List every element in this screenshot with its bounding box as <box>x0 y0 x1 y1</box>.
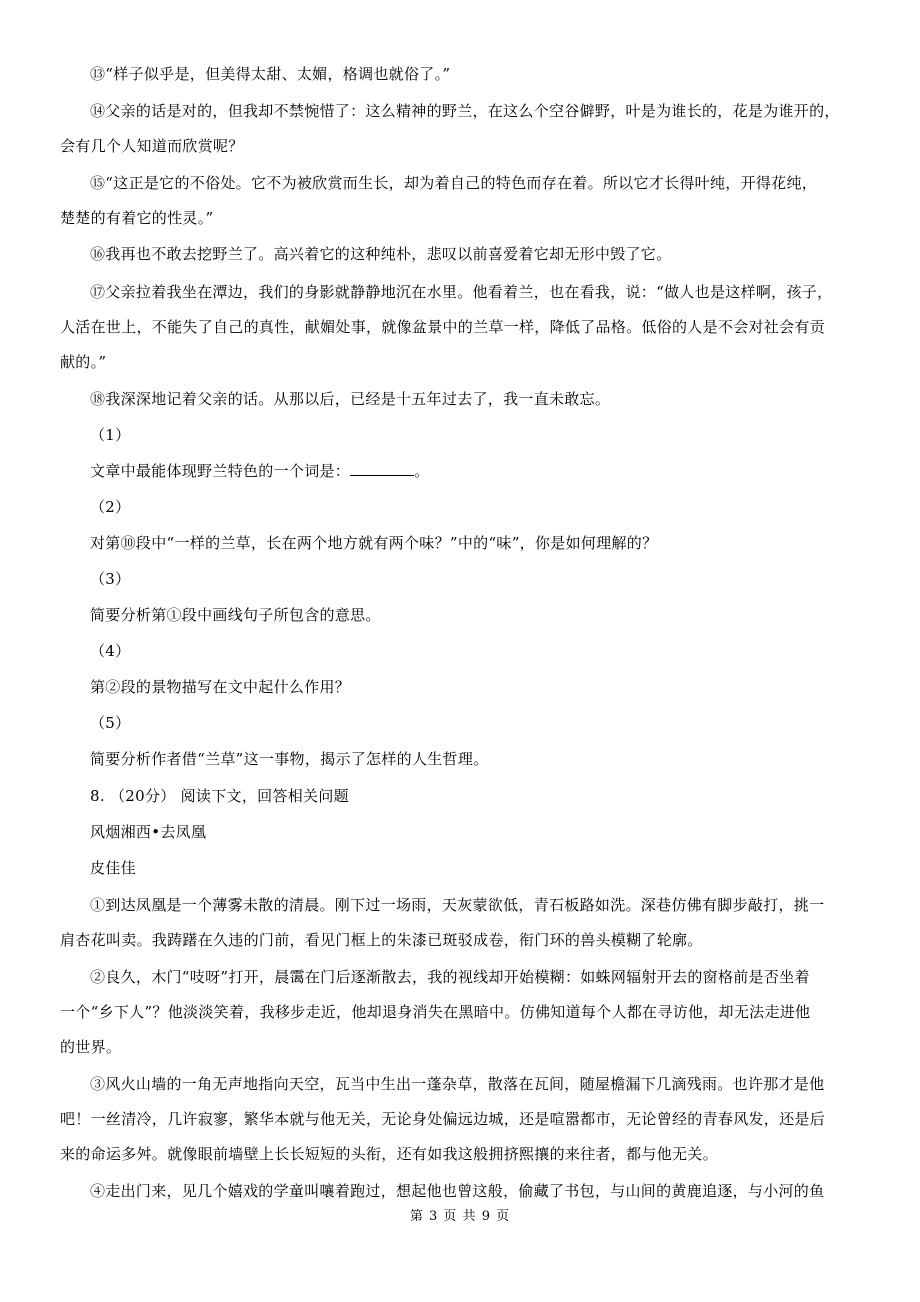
answer-blank <box>350 461 414 476</box>
article-paragraph-3-line-3: 来的命运多舛。就像眼前墙壁上长长短短的头衔，还有如我这般拥挤熙攘的来往者，都与他无关。 <box>60 1145 718 1163</box>
paragraph-15-line-2: 楚楚的有着它的性灵。” <box>60 209 214 227</box>
question-1-text <box>90 461 898 481</box>
paragraph-17-line-1: ⑰父亲拉着我坐在潭边，我们的身影就静静地沉在水里。他看着兰，也在看我，说：“做人也是这样啊，孩子， <box>90 283 833 301</box>
article-paragraph-4-line-1: ④走出门来，见几个嬉戏的学童叫嚷着跑过，想起他也曾这般，偷藏了书包，与山间的黄鹿追逐，与小河的鱼 <box>90 1182 825 1200</box>
question-1-end: 。 <box>414 462 430 480</box>
question-3-text: 简要分析第①段中画线句子所包含的意思。 <box>90 606 381 624</box>
paragraph-14-line-2: 会有几个人知道而欣赏呢？ <box>60 137 244 155</box>
question-2-text: 对第⑩段中“一样的兰草，长在两个地方就有两个味？”中的“味”，你是如何理解的？ <box>90 534 658 552</box>
paragraph-17-line-2: 人活在世上，不能失了自己的真性，献媚处事，就像盆景中的兰草一样，降低了品格。低俗的人是不会对社会有贡 <box>60 318 826 336</box>
section-8-heading: 8. （20分） 阅读下文，回答相关问题 <box>90 787 349 805</box>
paragraph-15-line-1: ⑮“这正是它的不俗处。它不为被欣赏而生长，却为着自己的特色而存在着。所以它才长得叶纯，开得花纯， <box>90 174 818 192</box>
article-paragraph-2-line-2: 一个“乡下人”？他淡淡笑着，我移步走近，他却退身消失在黑暗中。仿佛知道每个人都在寻访他，却无法走进他 <box>60 1003 811 1021</box>
article-paragraph-1-line-1: ①到达凤凰是一个薄雾未散的清晨。刚下过一场雨，天灰蒙欲低，青石板路如洗。深巷仿佛有脚步敲打，挑一 <box>90 896 825 914</box>
paragraph-14-line-1: ⑭父亲的话是对的，但我却不禁惋惜了：这么精神的野兰，在这么个空谷僻野，叶是为谁长的，花是为谁开的， <box>90 102 840 120</box>
paragraph-17-line-3: 献的。” <box>60 353 107 371</box>
question-2-number: （2） <box>90 498 131 516</box>
article-paragraph-2-line-1: ②良久，木门“吱呀”打开，晨霭在门后逐渐散去，我的视线却开始模糊：如蛛网辐射开去的窗格前是否坐着 <box>90 968 810 986</box>
paragraph-13: ⑬“样子似乎是，但美得太甜、太媚，格调也就俗了。” <box>90 65 451 83</box>
question-1-prompt: 文章中最能体现野兰特色的一个词是： <box>90 462 351 480</box>
question-4-number: （4） <box>90 642 131 660</box>
question-5-number: （5） <box>90 714 131 732</box>
question-4-text: 第②段的景物描写在文中起什么作用？ <box>90 678 351 696</box>
question-5-text: 简要分析作者借“兰草”这一事物，揭示了怎样的人生哲理。 <box>90 750 489 768</box>
question-1-number: （1） <box>90 426 131 444</box>
article-paragraph-3-line-1: ③风火山墙的一角无声地指向天空，瓦当中生出一蓬杂草，散落在瓦间，随屋檐漏下几滴残雨。也许那才是他 <box>90 1075 825 1093</box>
paragraph-16: ⑯我再也不敢去挖野兰了。高兴着它的这种纯朴，悲叹以前喜爱着它却无形中毁了它。 <box>90 245 672 263</box>
paragraph-18: ⑱我深深地记着父亲的话。从那以后，已经是十五年过去了，我一直未敢忘。 <box>90 390 611 408</box>
question-3-number: （3） <box>90 570 131 588</box>
article-paragraph-1-line-2: 肩杏花叫卖。我踌躇在久违的门前，看见门框上的朱漆已斑驳成卷，衔门环的兽头模糊了轮廓。 <box>60 931 703 949</box>
page-footer: 第 3 页 共 9 页 <box>409 1209 511 1224</box>
article-author: 皮佳佳 <box>90 859 136 877</box>
article-paragraph-2-line-3: 的世界。 <box>60 1038 122 1056</box>
article-paragraph-3-line-2: 吧！一丝清冷，几许寂寥，繁华本就与他无关，无论身处偏远边城，还是喧嚣都市，无论曾经的青春风发，还是后 <box>60 1110 826 1128</box>
article-title: 风烟湘西•去凤凰 <box>90 823 207 841</box>
